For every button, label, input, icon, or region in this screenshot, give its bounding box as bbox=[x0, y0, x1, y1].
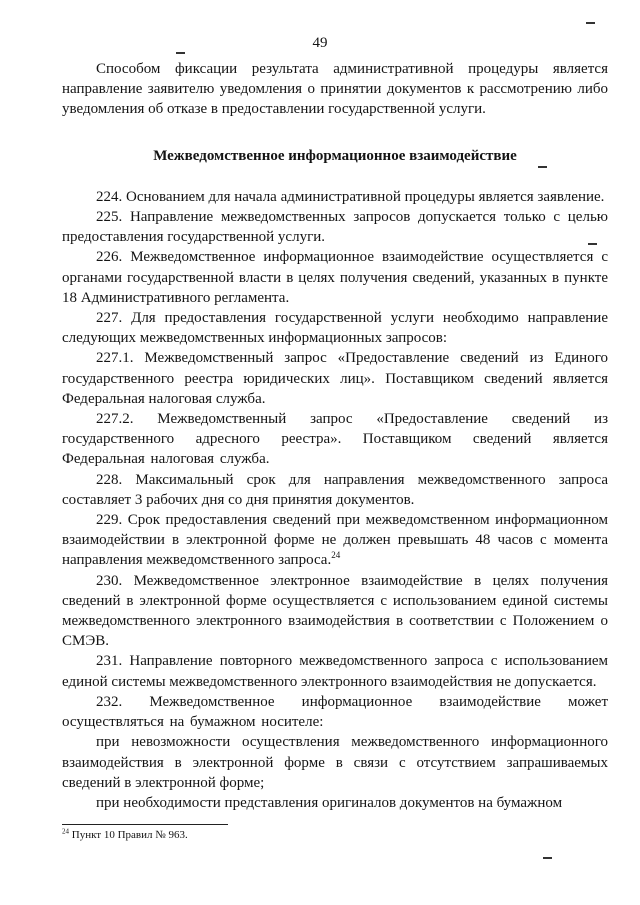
intro-paragraph: Способом фиксации результата административной процедуры является направление заявителю уведомления о принятии документов к рассмотрению либо уведомления об отказе в предоставлении государственной услуги. bbox=[62, 61, 608, 118]
footnote-reference: 24 bbox=[331, 550, 341, 561]
paragraph-229-text: 229. Срок предоставления сведений при межведомственном информационном взаимодействии в электронной форме не должен превышать 48 часов с момента направления межведомственного запроса. bbox=[62, 512, 608, 569]
paragraph-227: 227. Для предоставления государственной услуги необходимо направление следующих межведомственных информационных запросов: bbox=[62, 310, 608, 347]
footnote-number: 24 bbox=[62, 827, 69, 836]
paragraph-232-item-2: при необходимости представления оригиналов документов на бумажном bbox=[96, 794, 563, 811]
paragraph-224: 224. Основанием для начала административной процедуры является заявление. bbox=[96, 188, 605, 205]
footnote-text: Пункт 10 Правил № 963. bbox=[69, 829, 188, 841]
footnote-divider bbox=[62, 824, 228, 825]
paragraph-228: 228. Максимальный срок для направления межведомственного запроса составляет 3 рабочих дня со дня принятия документов. bbox=[62, 471, 608, 508]
paragraph-227-2: 227.2. Межведомственный запрос «Предоставление сведений из государственного адресного реестра». Поставщиком сведений является Федеральная налоговая служба. bbox=[62, 411, 608, 468]
scan-mark bbox=[586, 22, 595, 24]
scan-mark bbox=[538, 166, 547, 168]
paragraph-230: 230. Межведомственное электронное взаимодействие в целях получения сведений в электронной форме осуществляется с использованием единой системы межведомственного электронного взаимодействия в соответствии с Положением о СМЭВ. bbox=[62, 572, 608, 650]
page-number: 49 bbox=[312, 35, 328, 51]
paragraph-231: 231. Направление повторного межведомственного запроса с использованием единой системы межведомственного электронного взаимодействия не допускается. bbox=[62, 653, 608, 690]
page-body bbox=[62, 59, 608, 813]
paragraph-229 bbox=[62, 510, 608, 571]
section-heading: Межведомственное информационное взаимодействие bbox=[153, 147, 517, 164]
scan-mark bbox=[543, 857, 552, 859]
scan-mark bbox=[588, 243, 597, 245]
paragraph-227-1: 227.1. Межведомственный запрос «Предоставление сведений из Единого государственного реестра юридических лиц». Поставщиком сведений является Федеральная налоговая служба. bbox=[62, 350, 608, 407]
paragraph-226: 226. Межведомственное информационное взаимодействие осуществляется с органами государственной власти в целях получения сведений, указанных в пункте 18 Административного регламента. bbox=[62, 249, 608, 306]
paragraph-232-item-1: при невозможности осуществления межведомственного информационного взаимодействия в электронной форме в связи с отсутствием запрашиваемых сведений в электронной форме; bbox=[62, 734, 608, 791]
paragraph-232: 232. Межведомственное информационное взаимодействие может осуществляться на бумажном носителе: bbox=[62, 693, 608, 731]
paragraph-225: 225. Направление межведомственных запросов допускается только с целью предоставления государственной услуги. bbox=[62, 209, 608, 246]
scan-mark bbox=[176, 52, 185, 54]
footnote bbox=[62, 829, 188, 841]
